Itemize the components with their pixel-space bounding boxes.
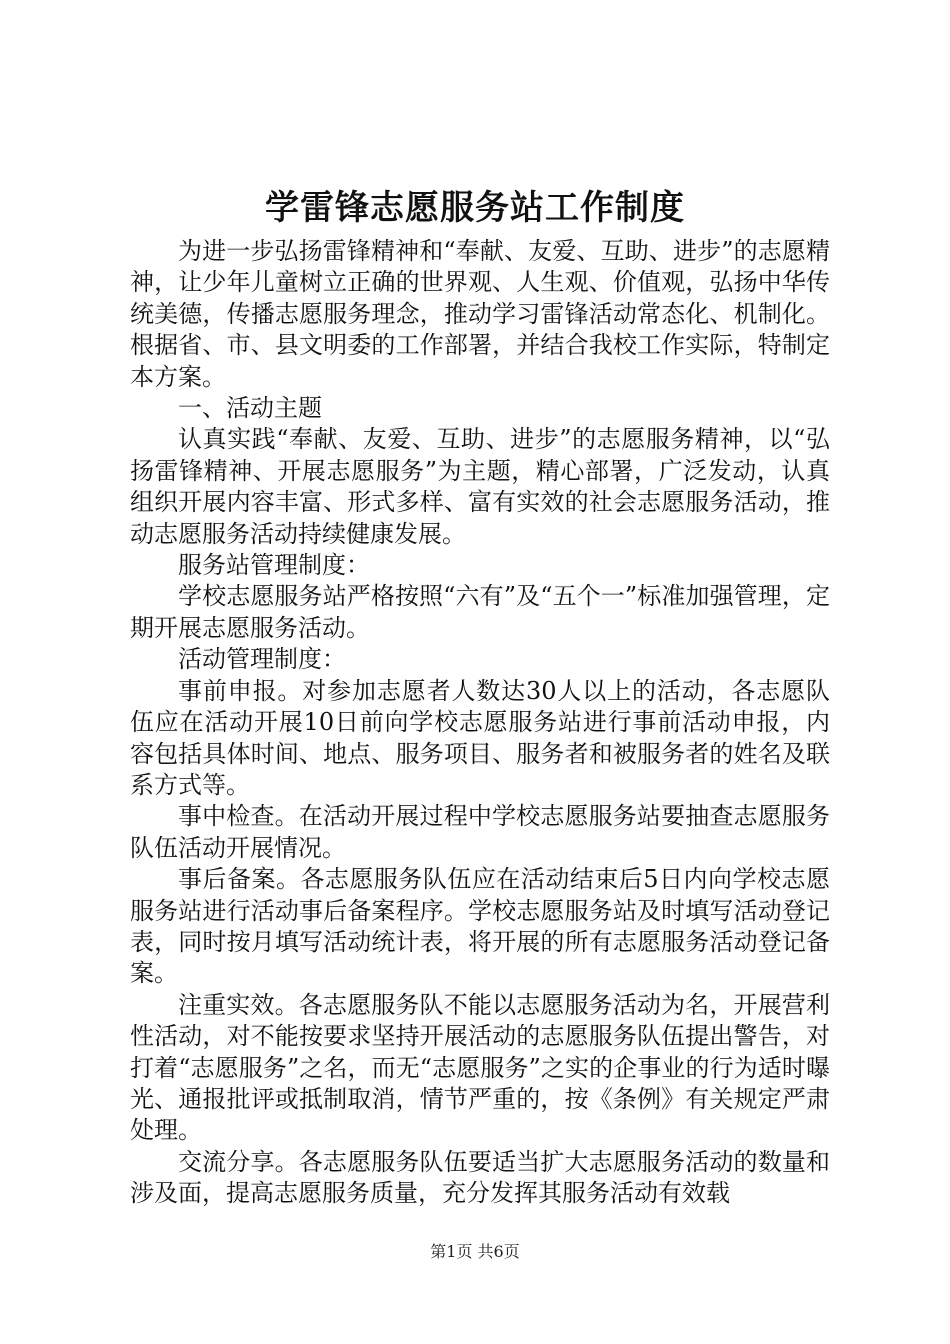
paragraph-activity-theme: 认真实践“奉献、友爱、互助、进步”的志愿服务精神，以“弘扬雷锋精神、开展志愿服务”为主题，精心部署，广泛发动，认真组织开展内容丰富、形式多样、富有实效的社会志愿服务活动，推动志愿服务活动持续健康发展。 xyxy=(130,425,830,548)
section-heading-activity-theme: 一、活动主题 xyxy=(178,394,322,423)
paragraph-station-management: 学校志愿服务站严格按照“六有”及“五个一”标准加强管理，定期开展志愿服务活动。 xyxy=(130,582,830,642)
paragraph-in-process-check: 事中检查。在活动开展过程中学校志愿服务站要抽查志愿服务队伍活动开展情况。 xyxy=(130,802,830,862)
section-heading-activity-management: 活动管理制度： xyxy=(178,645,346,674)
paragraph-effectiveness: 注重实效。各志愿服务队不能以志愿服务活动为名，开展营利性活动，对不能按要求坚持开展活动的志愿服务队伍提出警告，对打着“志愿服务”之名，而无“志愿服务”之实的企事业的行为适时曝光、通报批评或抵制取消，情节严重的，按《条例》有关规定严肃处理。 xyxy=(130,990,830,1145)
paragraph-post-filing: 事后备案。各志愿服务队伍应在活动结束后5日内向学校志愿服务站进行活动事后备案程序。学校志愿服务站及时填写活动登记表，同时按月填写活动统计表，将开展的所有志愿服务活动登记备案。 xyxy=(130,865,830,988)
paragraph-intro: 为进一步弘扬雷锋精神和“奉献、友爱、互助、进步”的志愿精神，让少年儿童树立正确的世界观、人生观、价值观，弘扬中华传统美德，传播志愿服务理念，推动学习雷锋活动常态化、机制化。根据省、市、县文明委的工作部署，并结合我校工作实际，特制定本方案。 xyxy=(130,237,830,391)
document-body xyxy=(130,236,830,1210)
page-number-footer: 第1页 共6页 xyxy=(430,1242,520,1261)
document-title: 学雷锋志愿服务站工作制度 xyxy=(265,188,685,228)
section-heading-station-management: 服务站管理制度： xyxy=(178,551,370,580)
paragraph-pre-application: 事前申报。对参加志愿者人数达30人以上的活动，各志愿队伍应在活动开展10日前向学校志愿服务站进行事前活动申报，内容包括具体时间、地点、服务项目、服务者和被服务者的姓名及联系方式等。 xyxy=(130,676,830,799)
paragraph-exchange-sharing: 交流分享。各志愿服务队伍要适当扩大志愿服务活动的数量和涉及面，提高志愿服务质量，充分发挥其服务活动有效载 xyxy=(130,1147,830,1208)
